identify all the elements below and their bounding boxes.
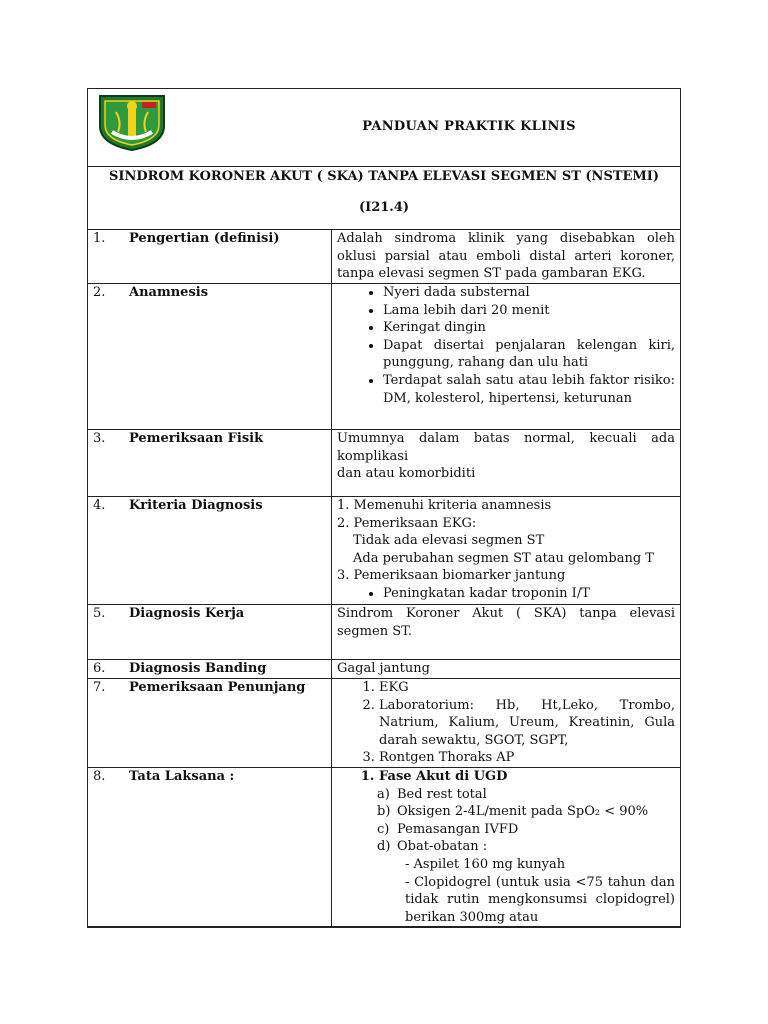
- drug-line: - Clopidogrel (untuk usia <75 tahun dan tidak rutin mengkonsumsi clopidogrel) berikan 300mg atau: [405, 874, 675, 925]
- criteria-line: 2. Pemeriksaan EKG:: [337, 515, 477, 531]
- header-row: [88, 89, 680, 167]
- list-item: • Nyeri dada substernal: [383, 284, 675, 302]
- row-number: 2.: [93, 285, 106, 300]
- row-content: Umumnya dalam batas normal, kecuali ada komplikasi: [337, 431, 675, 464]
- management-list: [337, 768, 675, 786]
- table-row: [88, 767, 681, 926]
- row-number: 5.: [93, 606, 106, 621]
- list-item: d) Obat-obatan :: [377, 839, 488, 855]
- row-content: dan atau komorbiditi: [337, 466, 476, 482]
- row-label: Diagnosis Kerja: [129, 606, 245, 621]
- list-item: a) Bed rest total: [377, 786, 487, 802]
- criteria-line: 1. Memenuhi kriteria anamnesis: [337, 498, 552, 513]
- list-item: • Dapat disertai penjalaran kelengan kiri, punggung, rahang dan ulu hati: [383, 337, 675, 372]
- management-sub-list: [337, 786, 675, 856]
- criteria-line: 3. Pemeriksaan biomarker jantung: [337, 568, 566, 584]
- row-label: Kriteria Diagnosis: [129, 498, 263, 513]
- clinical-guideline-page: [87, 88, 681, 928]
- table-row: [88, 660, 681, 679]
- row-content: Gagal jantung: [332, 660, 681, 679]
- title-line-1: SINDROM KORONER AKUT ( SKA) TANPA ELEVASI SEGMEN ST (NSTEMI): [108, 169, 660, 184]
- list-item: • Peningkatan kadar troponin I/T: [383, 585, 675, 603]
- biomarker-list: [337, 585, 675, 603]
- row-number: 1.: [93, 231, 106, 246]
- list-item: • Terdapat salah satu atau lebih faktor risiko: DM, kolesterol, hipertensi, keturunan: [383, 372, 675, 407]
- symptom-list: [337, 284, 675, 407]
- row-number: 6.: [93, 661, 106, 676]
- row-label: Tata Laksana :: [129, 768, 235, 784]
- list-item: 3. Rontgen Thoraks AP: [379, 749, 675, 767]
- guideline-title: [88, 167, 680, 230]
- drug-line: - Aspilet 160 mg kunyah: [405, 856, 566, 872]
- table-row: [88, 497, 681, 605]
- row-number: 8.: [93, 768, 106, 784]
- document-title: PANDUAN PRAKTIK KLINIS: [362, 119, 576, 134]
- row-content: Adalah sindroma klinik yang disebabkan oleh oklusi parsial atau emboli distal arteri koroner, tanpa elevasi segmen ST pada gambaran EKG.: [332, 230, 681, 284]
- list-item: 1. EKG: [379, 679, 675, 697]
- list-item: 1. Fase Akut di UGD: [379, 768, 675, 786]
- list-item: • Keringat dingin: [383, 319, 675, 337]
- table-row: [88, 230, 681, 284]
- list-item: b) Oksigen 2-4L/menit pada SpO₂ < 90%: [377, 804, 649, 820]
- row-content: Sindrom Koroner Akut ( SKA) tanpa elevasi segmen ST.: [332, 605, 681, 660]
- table-row: [88, 679, 681, 768]
- guideline-table: [87, 229, 681, 927]
- list-item: c) Pemasangan IVFD: [377, 821, 519, 837]
- row-label: Diagnosis Banding: [129, 661, 267, 676]
- row-number: 4.: [93, 498, 106, 513]
- criteria-line: Tidak ada elevasi segmen ST: [353, 533, 545, 549]
- list-item: • Lama lebih dari 20 menit: [383, 302, 675, 320]
- row-label: Pengertian (definisi): [129, 231, 280, 246]
- row-label: Pemeriksaan Fisik: [129, 431, 264, 446]
- criteria-line: Ada perubahan segmen ST atau gelombang T: [353, 550, 654, 566]
- table-row: [88, 605, 681, 660]
- row-number: 3.: [93, 431, 106, 446]
- title-line-2: (I21.4): [358, 200, 410, 215]
- list-item: 2. Laboratorium: Hb, Ht,Leko, Trombo, Natrium, Kalium, Ureum, Kreatinin, Gula darah sewaktu, SGOT, SGPT,: [379, 697, 675, 750]
- table-row: [88, 284, 681, 430]
- row-label: Pemeriksaan Penunjang: [129, 680, 306, 695]
- table-row: [88, 430, 681, 497]
- investigation-list: [337, 679, 675, 767]
- row-label: Anamnesis: [129, 285, 209, 300]
- row-number: 7.: [93, 680, 106, 695]
- guideline-frame: [87, 88, 681, 928]
